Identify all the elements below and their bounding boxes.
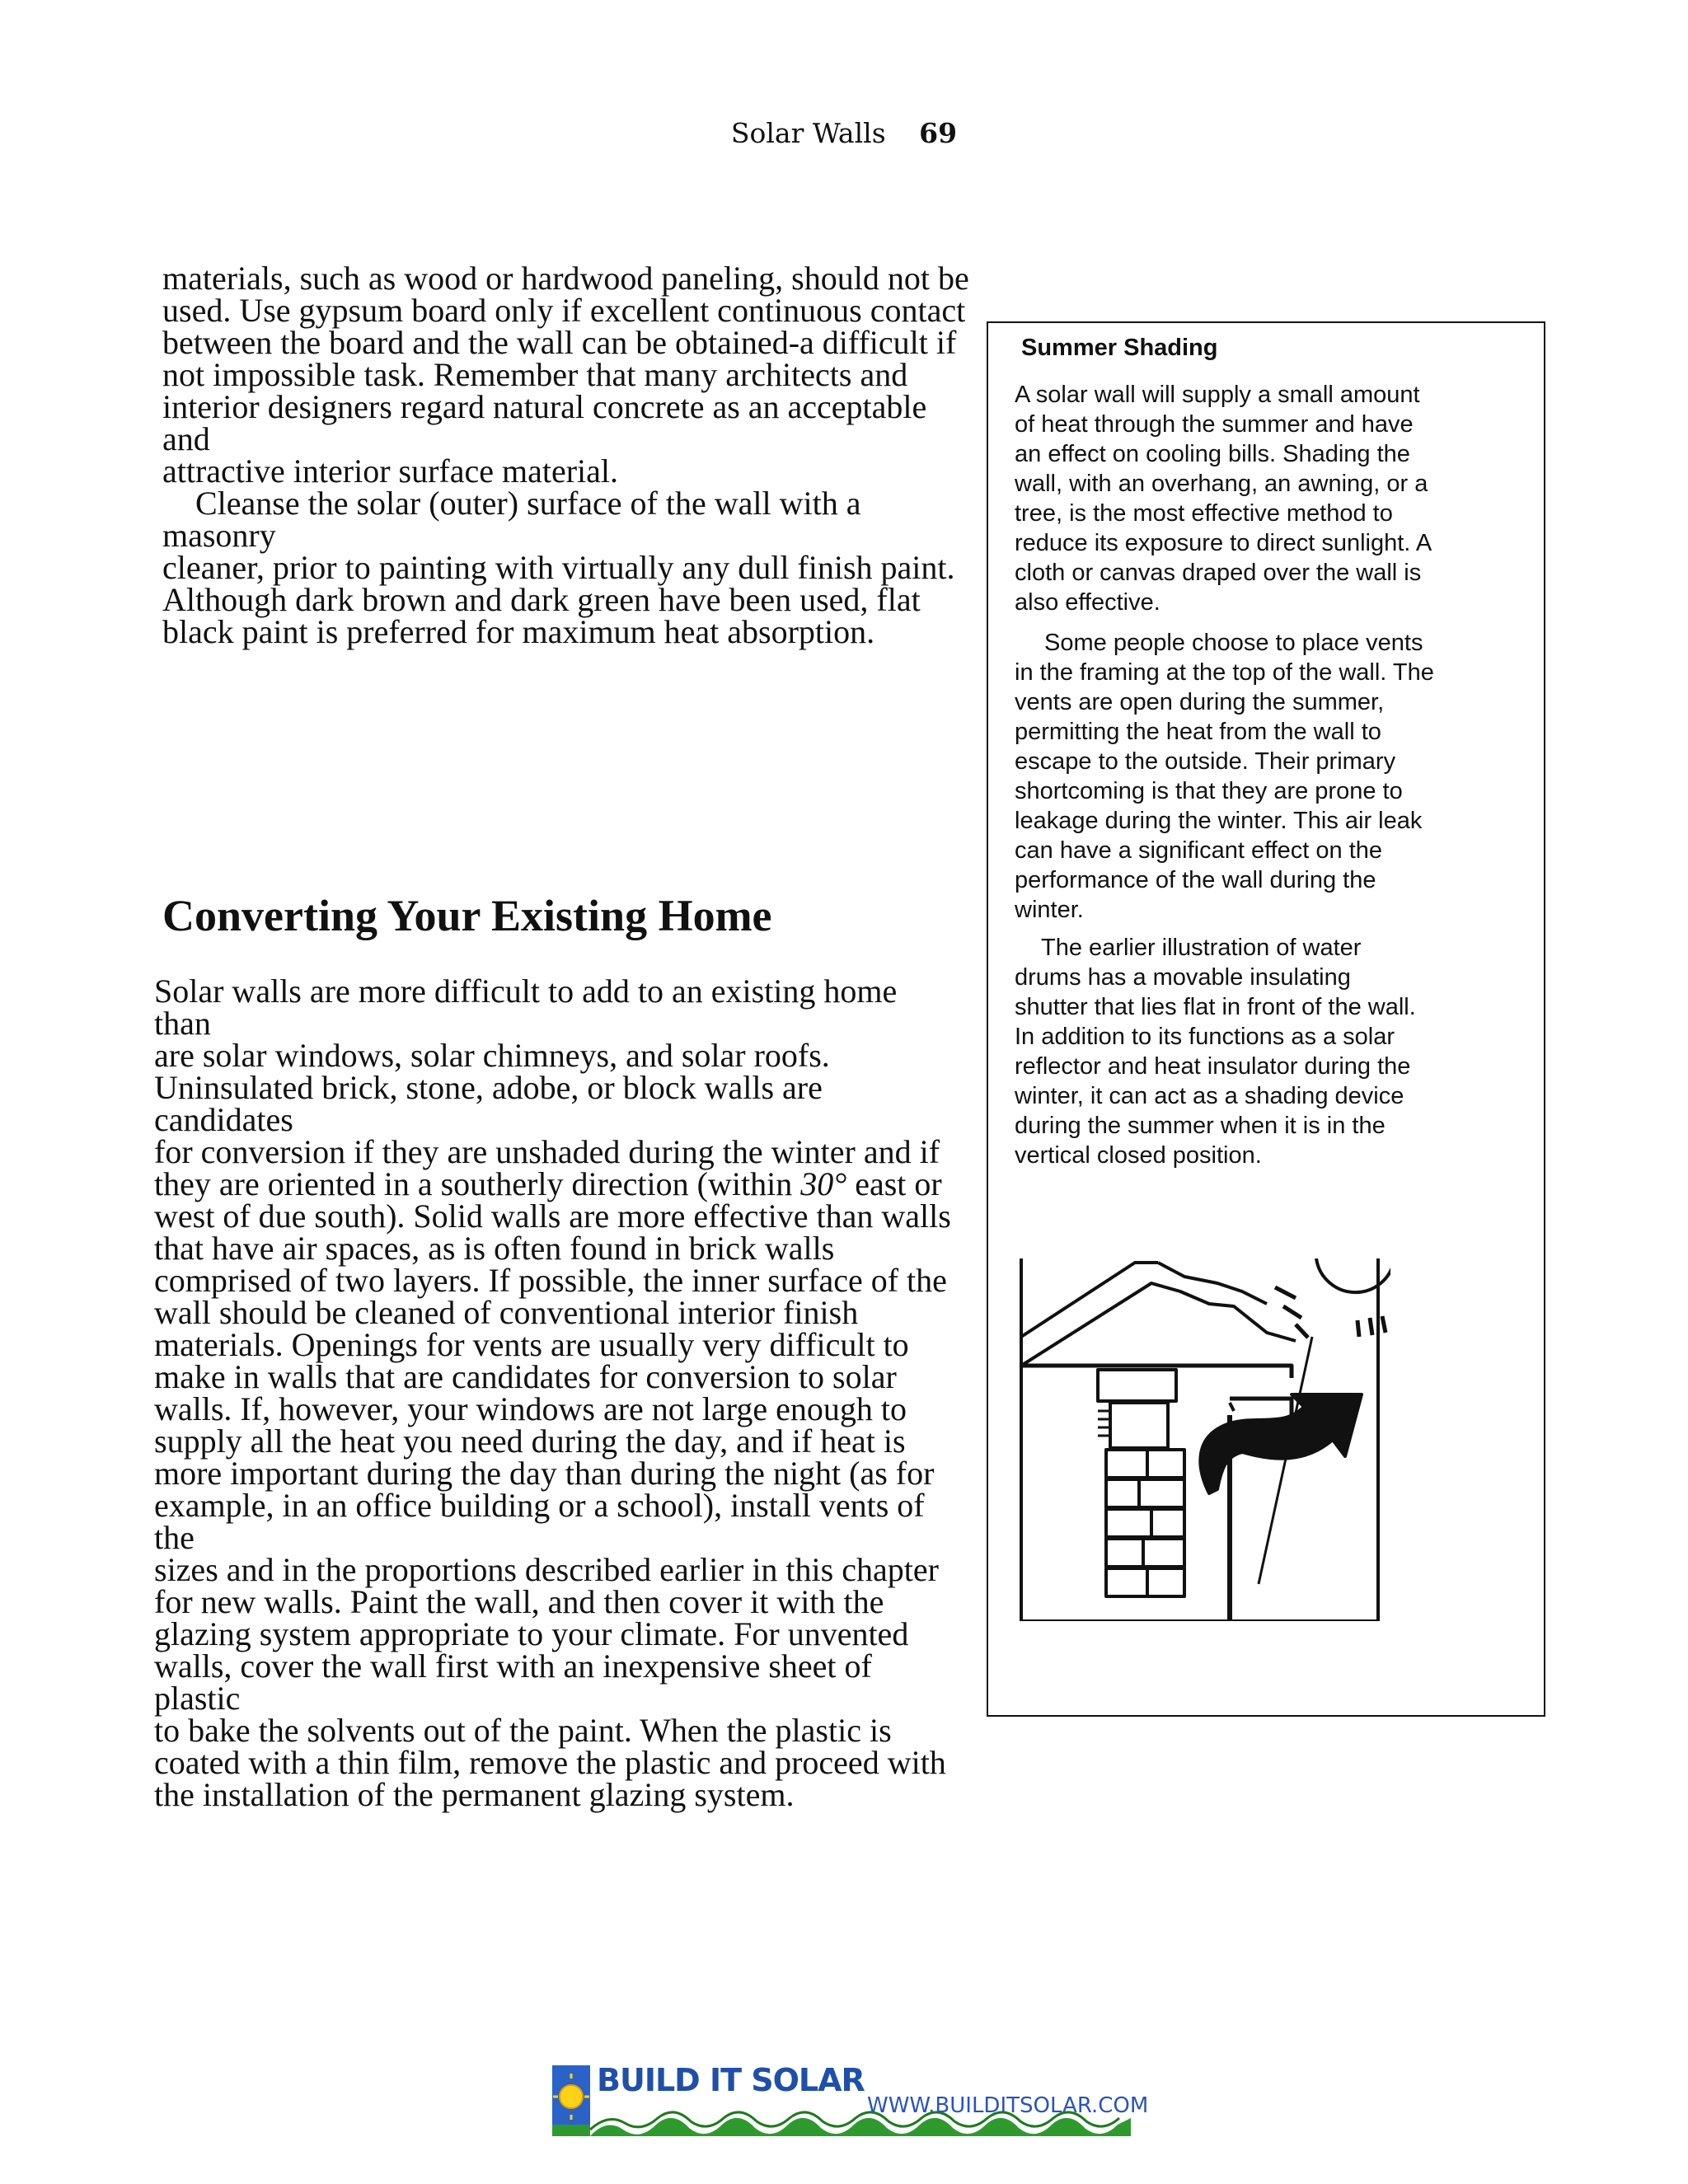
section-body-part-2: east or west of due south). Solid walls are more effective than walls that have air spaces, as is often found in brick walls comprised of two layers. If possible, the inner surface of the wall should be cleaned of conventional interior finish materials. Openings for vents are usually very difficult to make in walls that are candidates for conversion to solar walls. If, however, your windows are not large enough to supply all the heat you need during the day, and if heat is more important during the day than during the night (as for example, in an office building or a school), install vents of the sizes and in the proportions described earlier in this chapter for new walls. Paint the wall, and then cover it with the glazing system appropriate to your climate. For unvented walls, cover the wall first with an inexpensive sheet of plastic to bake the solvents out of the paint. When the plastic is coated with a thin film, remove the plastic and proceed with the installation of the permanent glazing system. <box>154 1165 951 1813</box>
header-title: Solar Walls <box>730 117 886 149</box>
section-body-part-1: Solar walls are more difficult to add to an existing home than are solar windows, solar chimneys, and solar roofs. Uninsulated brick, stone, adobe, or block walls are candidates for conversion if they are unshaded during the winter and if they are oriented in a southerly direction (within <box>154 972 940 1202</box>
sidebar-title: Summer Shading <box>1021 335 1218 361</box>
sidebar-paragraph-3: The earlier illustration of water drums has a movable insulating shutter that lies flat in front of the wall. In addition to its functions as a solar reflector and heat insulator during the winter, it can act as a shading device during the summer when it is in the vertical closed position. <box>1015 935 1416 1169</box>
running-header <box>0 117 1688 149</box>
angle-value: 30° <box>800 1165 847 1202</box>
build-it-solar-logo <box>549 2060 1149 2139</box>
page-number: 69 <box>919 117 958 149</box>
website-link[interactable]: WWW.BUILDITSOLAR.COM <box>867 2093 1149 2118</box>
intro-paragraph-2: Cleanse the solar (outer) surface of the wall with a masonry cleaner, prior to painting with virtually any dull finish paint. Although dark brown and dark green have been used, flat black paint is preferred for maximum heat absorption. <box>162 485 955 650</box>
intro-text <box>162 262 970 648</box>
intro-paragraph-1: materials, such as wood or hardwood paneling, should not be used. Use gypsum board only if excellent continuous contact between the board and the wall can be obtained-a difficult if not impossible task. Remember that many architects and interior designers regard natural concrete as an acceptable and attractive interior surface material. <box>162 260 969 490</box>
logo-text: BUILD IT SOLAR <box>597 2062 865 2098</box>
sidebar-paragraph-2: Some people choose to place vents in the framing at the top of the wall. The vents are open during the summer, permitting the heat from the wall to escape to the outside. Their primary shortcoming is that they are prone to leakage during the winter. This air leak can have a significant effect on the performance of the wall during the winter. <box>1015 630 1434 923</box>
shading-illustration <box>1020 1258 1390 1621</box>
sidebar-paragraph-1: A solar wall will supply a small amount of heat through the summer and have an effect on cooling bills. Shading the wall, with an overhang, an awning, or a tree, is the most effective method to reduce its exposure to direct sunlight. A cloth or canvas draped over the wall is also effective. <box>1015 382 1432 616</box>
section-heading: Converting Your Existing Home <box>162 891 772 940</box>
section-body <box>154 972 962 1813</box>
